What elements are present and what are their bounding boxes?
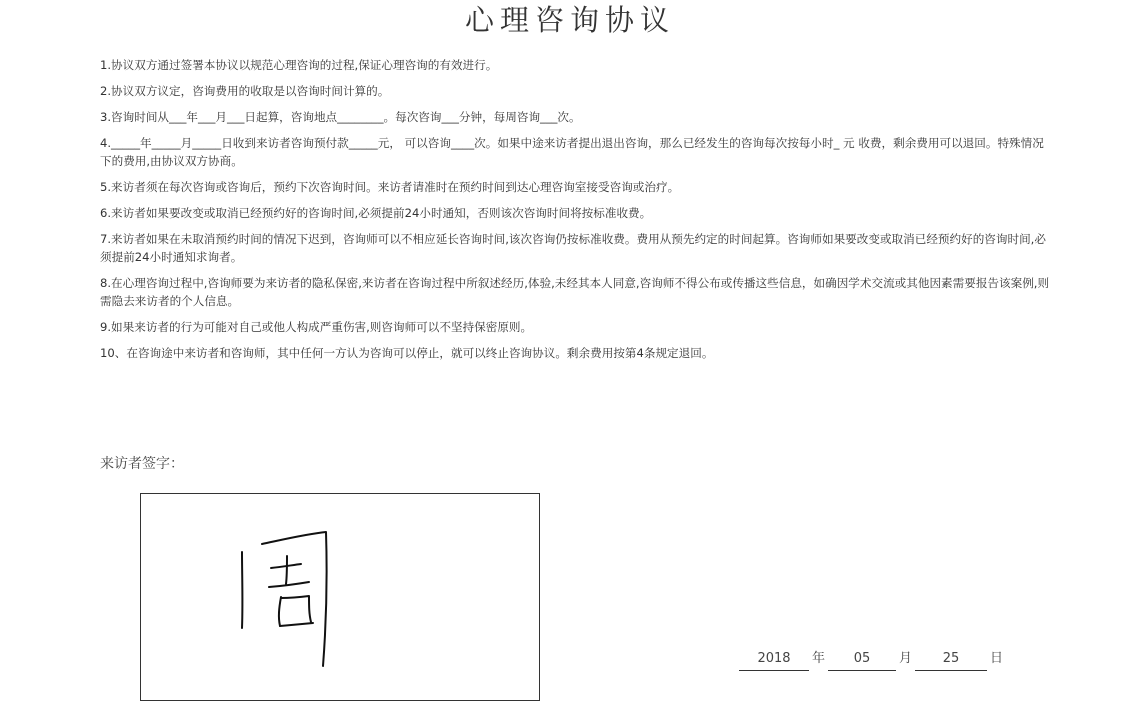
clause-3: 3.咨询时间从___年___月___日起算，咨询地点________。每次咨询___分钟，每周咨询___次。 — [100, 110, 581, 124]
clause-7: 7.来访者如果在未取消预约时间的情况下迟到，咨询师可以不相应延长咨询时间,该次咨询仍按标准收费。费用从预先约定的时间起算。咨询师如果要改变或取消已经预约好的咨询时间,必须提前24小时通知求询者。 — [100, 232, 1046, 264]
clause-2: 2.协议双方议定，咨询费用的收取是以咨询时间计算的。 — [100, 84, 390, 98]
clause-1: 1.协议双方通过签署本协议以规范心理咨询的过程,保证心理咨询的有效进行。 — [100, 58, 498, 72]
signature-pad[interactable] — [140, 493, 540, 701]
clause-10: 10、在咨询途中来访者和咨询师，其中任何一方认为咨询可以停止，就可以终止咨询协议。剩余费用按第4条规定退回。 — [100, 346, 714, 360]
date-month-field[interactable]: 05 — [828, 650, 896, 671]
clause-9: 9.如果来访者的行为可能对自己或他人构成严重伤害,则咨询师可以不坚持保密原则。 — [100, 320, 533, 334]
clause-5: 5.来访者须在每次咨询或咨询后，预约下次咨询时间。来访者请准时在预约时间到达心理咨询室接受咨询或治疗。 — [100, 180, 680, 194]
agreement-clauses — [100, 56, 1050, 370]
date-year-unit: 年 — [812, 651, 826, 666]
clause-4: 4._____年_____月_____日收到来访者咨询预付款_____元， 可以咨询____次。如果中途来访者提出退出咨询，那么已经发生的咨询每次按每小时_ 元 收费，剩余费用可以退回。特殊情况下的费用,由协议双方协商。 — [100, 136, 1044, 168]
page-title: 心理咨询协议 — [464, 3, 675, 37]
date-day-unit: 日 — [990, 651, 1004, 666]
date-year-field[interactable]: 2018 — [739, 650, 809, 671]
date-day-field[interactable]: 25 — [915, 650, 987, 671]
signature-label: 来访者签字： — [100, 456, 184, 472]
handwritten-signature — [141, 494, 541, 702]
clause-8: 8.在心理咨询过程中,咨询师要为来访者的隐私保密,来访者在咨询过程中所叙述经历,体验,未经其本人同意,咨询师不得公布或传播这些信息，如确因学术交流或其他因素需要报告该案例,则需隐去来访者的个人信息。 — [100, 276, 1050, 308]
clause-6: 6.来访者如果要改变或取消已经预约好的咨询时间,必须提前24小时通知，否则该次咨询时间将按标准收费。 — [100, 206, 652, 220]
signing-date — [739, 650, 1006, 671]
date-month-unit: 月 — [899, 651, 913, 666]
